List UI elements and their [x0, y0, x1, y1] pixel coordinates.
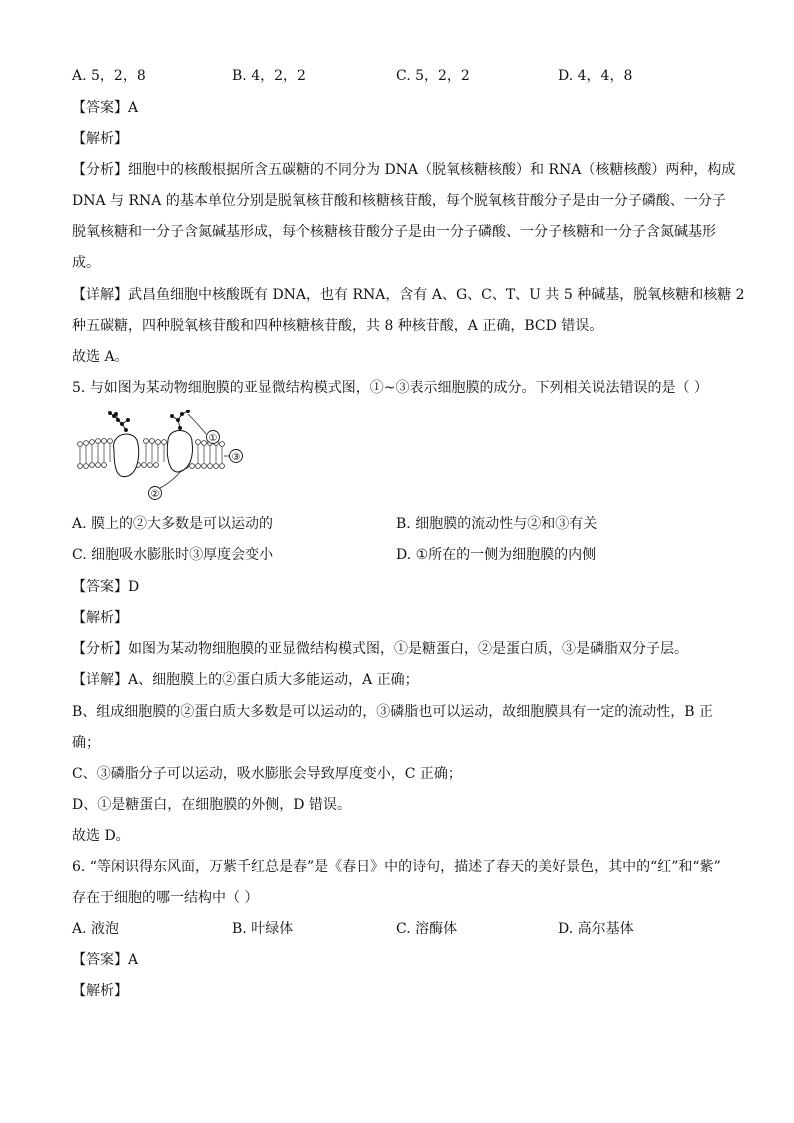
q5-conclusion: 故选 D。 [72, 828, 130, 844]
cell-membrane-diagram [74, 410, 244, 502]
phospholipid-tails [80, 444, 222, 463]
integral-protein-1 [114, 434, 139, 477]
q6-option-b: B. 叶绿体 [232, 921, 294, 937]
q6-stem-line-2: 存在于细胞的哪一结构中（ ） [72, 890, 259, 906]
q6-stem-line-1: 6. “等闲识得东风面，万紫千红总是春”是《春日》中的诗句，描述了春天的美好景色，其中的“红”和“紫” [72, 859, 721, 875]
q4-xiangjie-line-2: 种五碳糖，四种脱氧核苷酸和四种核糖核苷酸，共 8 种核苷酸，A 正确，BCD 错误。 [72, 318, 604, 334]
q4-option-d: D. 4，4，8 [558, 68, 633, 84]
q5-option-b: B. 细胞膜的流动性与②和③有关 [396, 516, 598, 532]
q5-fenxi: 【分析】如图为某动物细胞膜的亚显微结构模式图，①是糖蛋白，②是蛋白质，③是磷脂双分子层。 [72, 641, 688, 657]
q5-stem: 5. 与如图为某动物细胞膜的亚显微结构模式图，①~③表示细胞膜的成分。下列相关说法错误的是（ ） [72, 380, 708, 396]
q5-answer: 【答案】D [72, 579, 140, 595]
q4-answer: 【答案】A [72, 100, 139, 116]
q5-xiangjie-line-5: D、①是糖蛋白，在细胞膜的外侧，D 错误。 [72, 797, 351, 813]
q4-conclusion: 故选 A。 [72, 349, 129, 365]
q5-xiangjie-line-1: 【详解】A、细胞膜上的②蛋白质大多能运动，A 正确； [72, 672, 419, 688]
q4-analysis-heading: 【解析】 [72, 131, 128, 147]
q4-fenxi-line-3: 脱氧核糖和一分子含氮碱基形成，每个核糖核苷酸分子是由一分子磷酸、一分子核糖和一分子含氮碱基形 [72, 224, 716, 240]
q6-option-a: A. 液泡 [72, 921, 120, 937]
q4-fenxi-line-1: 【分析】细胞中的核酸根据所含五碳糖的不同分为 DNA（脱氧核糖核酸）和 RNA（核糖核酸）两种，构成 [72, 162, 736, 178]
q5-option-d: D. ①所在的一侧为细胞膜的内侧 [396, 547, 597, 563]
q6-analysis-heading: 【解析】 [72, 983, 128, 999]
glycoprotein-chains [109, 410, 190, 432]
q4-fenxi-line-2: DNA 与 RNA 的基本单位分别是脱氧核苷酸和核糖核苷酸，每个脱氧核苷酸分子是由一分子磷酸、一分子 [72, 193, 726, 209]
q5-xiangjie-line-4: C、③磷脂分子可以运动，吸水膨胀会导致厚度变小，C 正确； [72, 766, 462, 782]
q5-option-c: C. 细胞吸水膨胀时③厚度会变小 [72, 547, 274, 563]
q5-analysis-heading: 【解析】 [72, 610, 128, 626]
q5-xiangjie-line-2: B、组成细胞膜的②蛋白质大多数是可以运动的，③磷脂也可以运动，故细胞膜具有一定的流动性，B 正 [72, 704, 714, 720]
q5-xiangjie-line-3: 确； [72, 735, 100, 751]
label-2: ② [150, 489, 160, 500]
q4-option-c: C. 5，2，2 [396, 68, 470, 84]
q5-option-a: A. 膜上的②大多数是可以运动的 [72, 516, 274, 532]
q4-fenxi-line-4: 成。 [72, 255, 100, 271]
label-1: ① [208, 433, 218, 444]
label-3: ③ [231, 452, 241, 463]
q6-option-d: D. 高尔基体 [558, 921, 634, 937]
q4-option-a: A. 5，2，8 [72, 68, 146, 84]
phospholipid-upper-heads [78, 439, 225, 447]
q4-option-b: B. 4，2，2 [232, 68, 306, 84]
q6-answer: 【答案】A [72, 952, 139, 968]
phospholipid-lower-heads [78, 463, 225, 469]
q6-option-c: C. 溶酶体 [396, 921, 458, 937]
q4-xiangjie-line-1: 【详解】武昌鱼细胞中核酸既有 DNA，也有 RNA，含有 A、G、C、T、U 共 5 种碱基，脱氧核糖和核糖 2 [72, 287, 745, 303]
